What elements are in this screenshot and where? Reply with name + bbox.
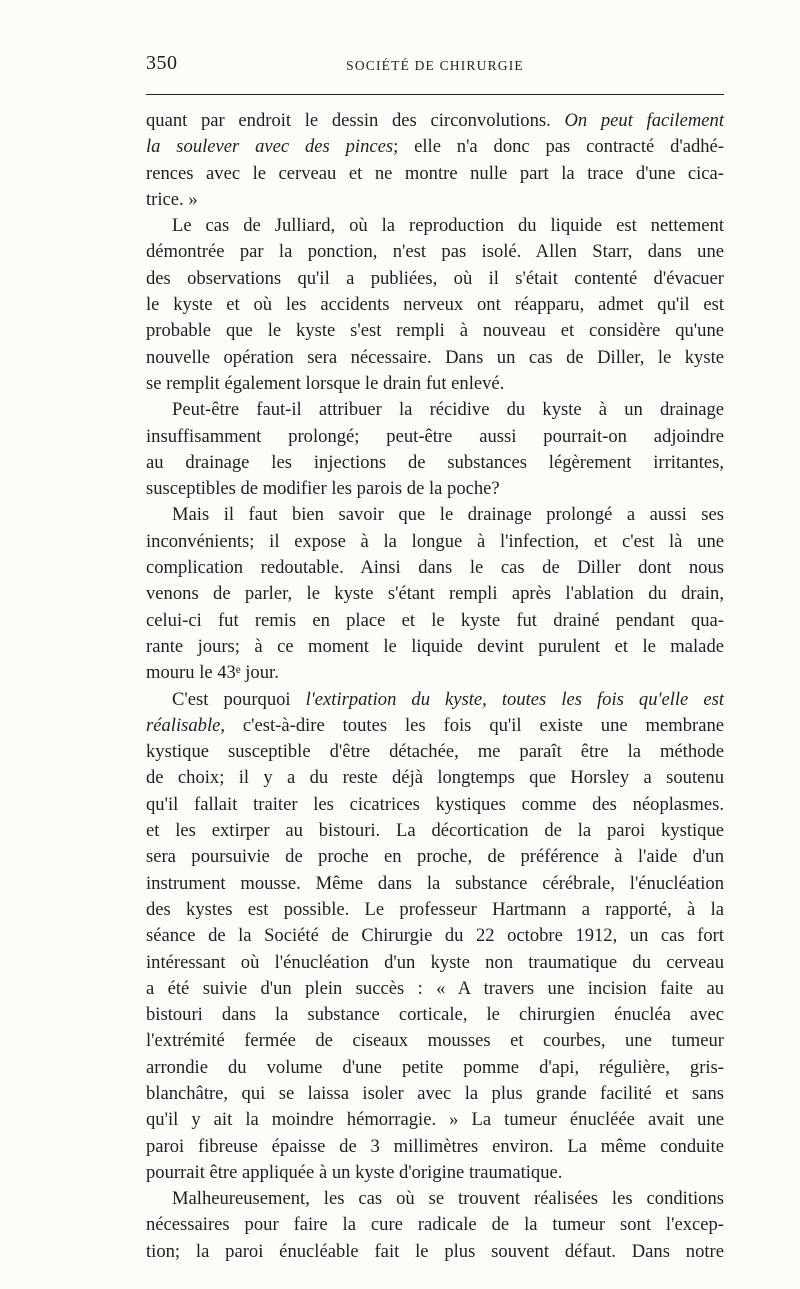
text-segment: qu'il y ait la moindre hémorragie. » La tumeur énucléée avait une [146,1109,724,1131]
text-segment: Mais il faut bien savoir que le drainage prolongé a aussi ses [172,504,724,526]
text-line [146,1134,724,1160]
text-segment: kystique susceptible d'être détachée, me paraît être la méthode [146,741,724,763]
text-line [146,581,724,607]
text-line [146,608,724,634]
header-rule [146,94,724,95]
text-segment: paroi fibreuse épaisse de 3 millimètres environ. La même conduite [146,1135,724,1157]
text-segment: des observations qu'il a publiées, où il s'était contenté d'évacuer [146,267,724,289]
text-line [146,739,724,765]
text-segment: susceptibles de modifier les parois de la poche? [146,478,500,500]
text-line [146,818,724,844]
text-line [146,1002,724,1028]
text-line [146,187,724,213]
text-line [146,713,724,739]
text-segment: ; elle n'a donc pas contracté d'adhé- [393,136,725,158]
text-segment: l'extrémité fermée de ciseaux mousses et courbes, une tumeur [146,1030,724,1052]
page-number: 350 [146,52,178,74]
text-segment: tion; la paroi énucléable fait le plus souvent défaut. Dans notre [146,1240,724,1262]
text-segment: nouvelle opération sera nécessaire. Dans un cas de Diller, le kyste [146,346,724,368]
text-line [146,1186,724,1212]
text-line [146,1107,724,1133]
text-line [146,765,724,791]
text-segment: qu'il fallait traiter les cicatrices kystiques comme des néoplasmes. [146,793,724,815]
text-segment: rante jours; à ce moment le liquide devint purulent et le malade [146,635,724,657]
text-segment: des kystes est possible. Le professeur Hartmann a rapporté, à la [146,898,724,920]
text-segment: quant par endroit le dessin des circonvolutions. [146,110,565,131]
text-line [146,634,724,660]
text-line [146,476,724,502]
text-line [146,318,724,344]
text-line [146,792,724,818]
text-line [146,923,724,949]
text-line [146,897,724,923]
text-line [146,1212,724,1238]
text-line [146,108,724,134]
text-segment: complication redoutable. Ainsi dans le cas de Diller dont nous [146,557,724,579]
text-segment: Le cas de Julliard, où la reproduction du liquide est nettement [172,215,724,237]
text-line [146,397,724,423]
page-header [146,52,724,82]
text-segment: Peut-être faut-il attribuer la récidive du kyste à un drainage [172,399,724,421]
text-segment: venons de parler, le kyste s'étant rempli après l'ablation du drain, [146,583,724,605]
text-line [146,502,724,528]
text-line [146,213,724,239]
text-line [146,345,724,371]
text-line [146,371,724,397]
italic-text-segment: réalisable [146,714,221,736]
text-segment: probable que le kyste s'est rempli à nouveau et considère qu'une [146,320,724,342]
text-line [146,1028,724,1054]
text-line [146,424,724,450]
text-segment: trice. » [146,188,198,210]
text-segment: a été suivie d'un plein succès : « A travers une incision faite au [146,977,724,999]
text-line [146,660,724,686]
text-segment: arrondie du volume d'une petite pomme d'api, régulière, gris- [146,1056,724,1078]
text-line [146,1160,724,1186]
text-line [146,871,724,897]
text-line [146,950,724,976]
text-line [146,529,724,555]
text-segment: et les extirper au bistouri. La décortication de la paroi kystique [146,820,724,842]
text-segment: blanchâtre, qui se laissa isoler avec la plus grande facilité et sans [146,1082,724,1104]
text-segment: Malheureusement, les cas où se trouvent réalisées les conditions [172,1188,724,1210]
text-line [146,687,724,713]
italic-text-segment: la soulever avec des pinces [146,136,394,158]
text-segment: se remplit également lorsque le drain fut enlevé. [146,372,505,394]
text-segment: le kyste et où les accidents nerveux ont réapparu, admet qu'il est [146,294,724,316]
body-text [146,108,724,1265]
text-segment: nécessaires pour faire la cure radicale de la tumeur sont l'excep- [146,1214,724,1236]
text-segment: de choix; il y a du reste déjà longtemps que Horsley a soutenu [146,767,724,789]
text-segment: pourrait être appliquée à un kyste d'origine traumatique. [146,1161,563,1183]
text-segment: intéressant où l'énucléation d'un kyste non traumatique du cerveau [146,951,724,973]
text-segment: bistouri dans la substance corticale, le chirurgien énucléa avec [146,1004,724,1026]
text-segment: sera poursuivie de proche en proche, de préférence à l'aide d'un [146,846,724,868]
text-line [146,239,724,265]
text-segment: mouru le 43ᵉ jour. [146,662,279,684]
text-line [146,555,724,581]
text-segment: au drainage les injections de substances légèrement irritantes, [146,451,724,473]
text-segment: instrument mousse. Même dans la substance cérébrale, l'énucléation [146,872,724,894]
text-line [146,161,724,187]
italic-text-segment: l'extirpation du kyste, toutes les fois qu'elle est [305,688,724,710]
text-line [146,1239,724,1265]
text-line [146,450,724,476]
text-line [146,1081,724,1107]
text-line [146,844,724,870]
text-line [146,976,724,1002]
text-segment: , c'est-à-dire toutes les fois qu'il existe une membrane [220,714,724,736]
text-segment: démontrée par la ponction, n'est pas isolé. Allen Starr, dans une [146,241,724,263]
text-segment: inconvénients; il expose à la longue à l'infection, et c'est là une [146,530,724,552]
text-segment: séance de la Société de Chirurgie du 22 octobre 1912, un cas fort [146,925,724,947]
text-line [146,292,724,318]
italic-text-segment: On peut facilement [564,110,724,131]
text-line [146,134,724,160]
running-title: SOCIÉTÉ DE CHIRURGIE [346,58,524,73]
text-line [146,1055,724,1081]
text-segment: C'est pourquoi [172,688,306,710]
text-segment: rences avec le cerveau et ne montre nulle part la trace d'une cica- [146,162,724,184]
text-line [146,266,724,292]
text-segment: celui-ci fut remis en place et le kyste fut drainé pendant qua- [146,609,724,631]
text-segment: insuffisamment prolongé; peut-être aussi pourrait-on adjoindre [146,425,724,447]
